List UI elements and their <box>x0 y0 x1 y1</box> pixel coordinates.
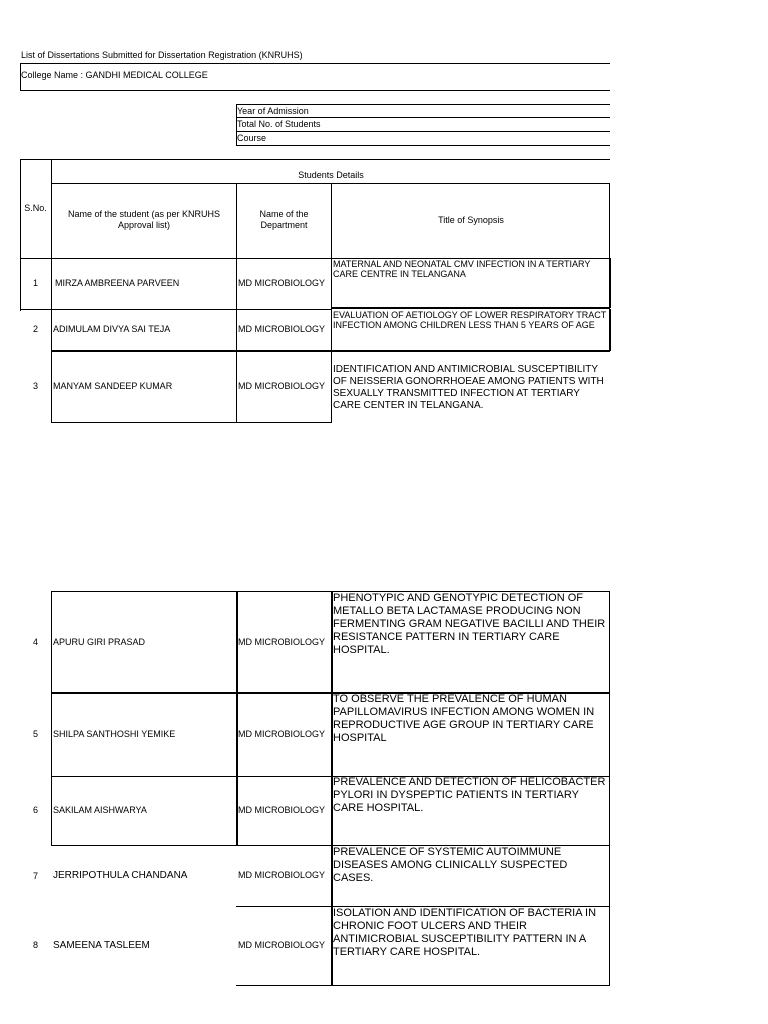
total-students-label: Total No. of Students <box>237 119 321 129</box>
table-border <box>609 258 611 308</box>
table-border <box>331 183 332 423</box>
column-header-name: Name of the student (as per KNRUHS Approval list) <box>67 209 221 230</box>
student-name: APURU GIRI PRASAD <box>53 636 146 647</box>
document-title: List of Dissertations Submitted for Dissertation Registration (KNRUHS) <box>21 50 303 60</box>
synopsis-title: PHENOTYPIC AND GENOTYPIC DETECTION OF METALLO BETA LACTAMASE PRODUCING NON FERMENTING GRAM NEGATIVE BACILLI AND THEIR RESISTANCE PATTERN IN TERTIARY CARE HOSPITAL. <box>333 592 606 656</box>
course-label: Course <box>237 133 267 143</box>
college-name: College Name : GANDHI MEDICAL COLLEGE <box>21 70 208 80</box>
table-border <box>236 985 610 986</box>
year-of-admission-label: Year of Admission <box>237 106 309 116</box>
divider <box>236 104 610 105</box>
table-border <box>331 307 610 309</box>
table-border <box>52 350 610 352</box>
column-header-title: Title of Synopsis <box>438 214 504 225</box>
student-name: SAKILAM AISHWARYA <box>53 804 147 815</box>
department: MD MICROBIOLOGY <box>238 636 326 647</box>
synopsis-title: IDENTIFICATION AND ANTIMICROBIAL SUSCEPTIBILITY OF NEISSERIA GONORRHOEAE AMONG PATIENTS WITH SEXUALLY TRANSMITTED INFECTION AT TERTIARY CARE CENTER IN TELANGANA. <box>333 364 604 411</box>
divider <box>236 131 610 132</box>
student-name: JERRIPOTHULA CHANDANA <box>53 870 188 881</box>
table-row: 2 <box>32 323 38 334</box>
table-border <box>52 159 610 160</box>
student-name: MANYAM SANDEEP KUMAR <box>53 380 173 391</box>
table-row: 6 <box>32 804 38 815</box>
department: MD MICROBIOLOGY <box>238 804 326 815</box>
student-name: SAMEENA TASLEEM <box>53 940 150 951</box>
synopsis-title: ISOLATION AND IDENTIFICATION OF BACTERIA IN CHRONIC FOOT ULCERS AND THEIR ANTIMICROBIAL SUSCEPTIBILITY PATTERN IN A TERTIARY CARE HOSPITAL. <box>333 907 597 958</box>
table-border <box>236 183 237 423</box>
table-border <box>20 309 331 310</box>
table-row: 4 <box>32 636 38 647</box>
divider <box>20 90 610 91</box>
synopsis-title: PREVALENCE OF SYSTEMIC AUTOIMMUNE DISEASES AMONG CLINICALLY SUSPECTED CASES. <box>333 846 568 884</box>
synopsis-title: MATERNAL AND NEONATAL CMV INFECTION IN A TERTIARY CARE CENTRE IN TELANGANA <box>333 259 591 279</box>
column-header-department: Name of the Department <box>259 209 309 230</box>
synopsis-title: TO OBSERVE THE PREVALENCE OF HUMAN PAPILLOMAVIRUS INFECTION AMONG WOMEN IN REPRODUCTIVE AGE GROUP IN TERTIARY CARE HOSPITAL <box>333 693 595 744</box>
table-border <box>609 309 611 351</box>
divider <box>236 117 610 118</box>
divider <box>236 145 610 146</box>
department: MD MICROBIOLOGY <box>238 380 326 391</box>
synopsis-title: EVALUATION OF AETIOLOGY OF LOWER RESPIRATORY TRACT INFECTION AMONG CHILDREN LESS THAN 5 YEARS OF AGE <box>333 310 607 330</box>
student-name: MIRZA AMBREENA PARVEEN <box>55 277 180 288</box>
table-row: 5 <box>32 728 38 739</box>
student-name: SHILPA SANTHOSHI YEMIKE <box>53 728 176 739</box>
department: MD MICROBIOLOGY <box>238 939 326 950</box>
table-row: 3 <box>32 380 38 391</box>
student-name: ADIMULAM DIVYA SAI TEJA <box>53 323 171 334</box>
table-row: 7 <box>32 870 38 881</box>
department: MD MICROBIOLOGY <box>238 323 326 334</box>
table-border <box>609 591 610 986</box>
department: MD MICROBIOLOGY <box>238 869 326 880</box>
table-border <box>20 159 52 160</box>
table-border <box>51 159 52 423</box>
synopsis-title: PREVALENCE AND DETECTION OF HELICOBACTER PYLORI IN DYSPEPTIC PATIENTS IN TERTIARY CARE HOSPITAL. <box>333 776 606 814</box>
table-border <box>609 183 610 259</box>
table-border <box>51 591 52 846</box>
table-row: 1 <box>32 277 38 288</box>
table-row: 8 <box>32 939 38 950</box>
department: MD MICROBIOLOGY <box>238 728 326 739</box>
table-border <box>52 422 332 423</box>
department: MD MICROBIOLOGY <box>238 277 326 288</box>
students-details-header: Students Details <box>298 169 364 180</box>
divider <box>20 63 610 64</box>
column-header-sno: S.No. <box>24 202 47 213</box>
